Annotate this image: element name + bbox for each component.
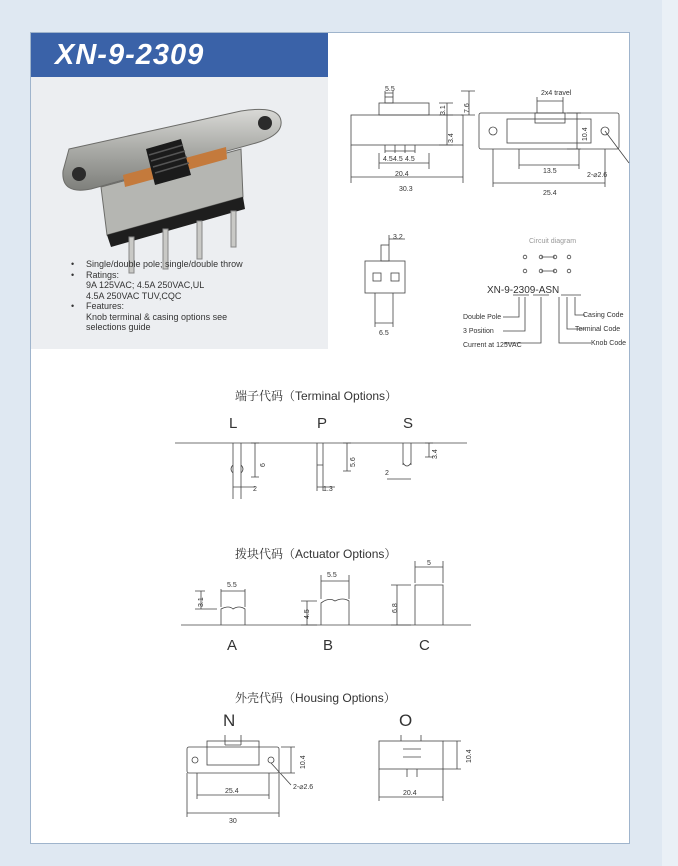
dim-label: 5.6 <box>350 457 357 467</box>
dim-label: 30.3 <box>399 186 413 193</box>
dim-label: 6 <box>260 463 267 467</box>
dim-label: 13.5 <box>543 168 557 175</box>
housing-options-title: 外壳代码（Housing Options） <box>235 691 396 705</box>
code-label: Double Pole <box>463 314 502 321</box>
rating-line: 4.5A 250VAC TUV,CQC <box>86 290 182 301</box>
code-label: Terminal Code <box>575 326 621 333</box>
code-label: Current at 125VAC <box>463 342 522 349</box>
code-label: Casing Code <box>583 312 624 319</box>
product-photo <box>31 77 328 257</box>
dim-label: 3.1 <box>440 105 447 115</box>
datasheet-page <box>30 32 630 844</box>
part-code-example: XN-9-2309-ASN <box>487 285 560 296</box>
dim-label: 2-⌀2.6 <box>587 172 608 179</box>
dimension-drawings <box>329 83 629 349</box>
dim-label: 2x4 travel <box>541 90 572 97</box>
feature-item: • Single/double pole; single/double throw <box>71 259 321 270</box>
feature-item: • Features: <box>71 301 321 312</box>
code-label: 3 Position <box>463 328 494 335</box>
page-margin <box>662 0 678 866</box>
dim-label: 3.2 <box>393 234 403 241</box>
dim-label: 5.5 <box>385 86 395 93</box>
terminal-options-title: 端子代码（Terminal Options） <box>235 389 398 403</box>
dim-label: 10.4 <box>582 127 589 141</box>
terminal-code-L: L <box>229 415 238 432</box>
actuator-options-title: 拨块代码（Actuator Options） <box>235 547 397 561</box>
actuator-code-C: C <box>419 637 430 654</box>
terminal-drawings <box>175 437 475 497</box>
terminal-code-S: S <box>403 415 414 432</box>
rating-line: 9A 125VAC; 4.5A 250VAC,UL <box>86 280 205 290</box>
actuator-code-B: B <box>323 637 334 654</box>
dim-label: 7.6 <box>464 103 471 113</box>
dim-label: 5.5 <box>227 582 237 589</box>
feature-list <box>71 259 321 333</box>
dim-label: 2 <box>253 486 257 493</box>
actuator-drawings <box>181 559 481 631</box>
dim-label: 5 <box>427 560 431 567</box>
dim-label: 25.4 <box>543 190 557 197</box>
title-bar <box>31 33 328 77</box>
housing-code-O: O <box>399 711 413 730</box>
product-panel <box>31 33 328 349</box>
dim-label: 5.5 <box>327 572 337 579</box>
dim-label: 4.5 <box>393 156 403 163</box>
circuit-diagram-label: Circuit diagram <box>529 238 577 245</box>
housing-drawings <box>181 735 501 825</box>
dim-label: 4.5 <box>383 156 393 163</box>
dim-label: 25.4 <box>225 788 239 795</box>
dim-label: 3.4 <box>432 449 439 459</box>
feature-line: selections guide <box>86 322 151 332</box>
dim-label: 4.5 <box>304 609 311 619</box>
product-title: XN-9-2309 <box>55 39 205 71</box>
feature-line: Knob terminal & casing options see <box>86 311 228 322</box>
dim-label: 2 <box>385 470 389 477</box>
dim-label: 1.3 <box>323 486 333 493</box>
dim-label: 10.4 <box>466 749 473 763</box>
dim-label: 3.1 <box>198 597 205 607</box>
dim-label: 2-⌀2.6 <box>293 784 314 791</box>
dim-label: 20.4 <box>395 171 409 178</box>
dim-label: 6.5 <box>379 330 389 337</box>
actuator-code-A: A <box>227 637 238 654</box>
dim-label: 4.5 <box>405 156 415 163</box>
dim-label: 6.8 <box>392 603 399 613</box>
housing-code-N: N <box>223 711 236 730</box>
feature-item: • Ratings: <box>71 270 321 281</box>
terminal-code-P: P <box>317 415 328 432</box>
dim-label: 20.4 <box>403 790 417 797</box>
dim-label: 10.4 <box>300 755 307 769</box>
dim-label: 30 <box>229 818 237 825</box>
dim-label: 3.4 <box>448 133 455 143</box>
code-label: Knob Code <box>591 340 627 347</box>
